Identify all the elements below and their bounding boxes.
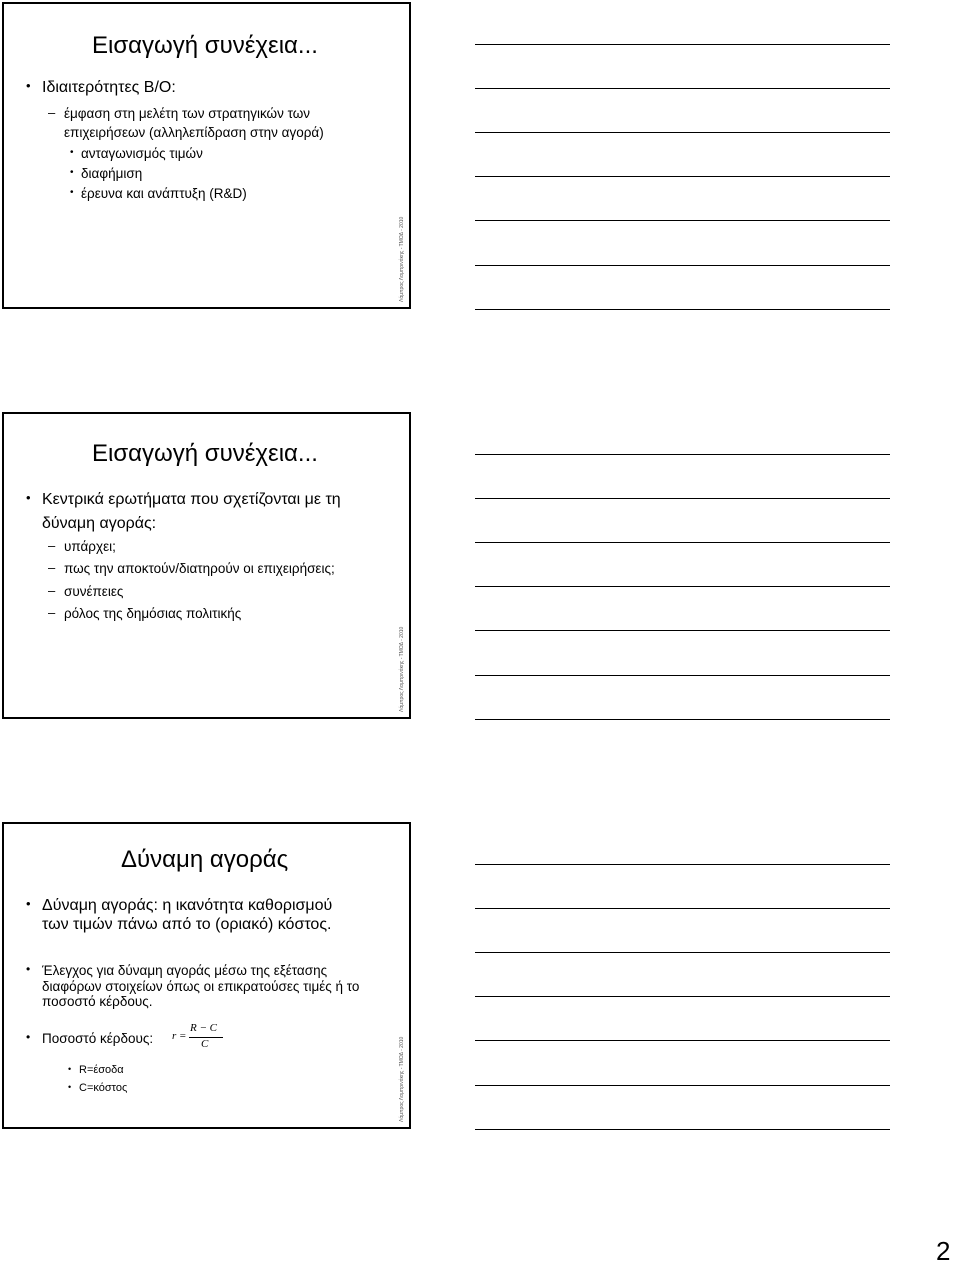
subsub-text: R=έσοδα — [79, 1064, 124, 1076]
note-line — [475, 220, 890, 221]
bullet-text: Κεντρικά ερωτήματα που σχετίζονται με τη — [42, 491, 341, 508]
dash-icon: – — [48, 583, 56, 598]
bullet-icon: • — [70, 147, 74, 158]
bullet-text: των τιμών πάνω από το (οριακό) κόστος. — [42, 916, 332, 933]
slide-title: Εισαγωγή συνέχεια... — [92, 32, 318, 59]
formula-lhs: r = — [172, 1030, 187, 1042]
bullet-icon: • — [68, 1064, 72, 1074]
note-line — [475, 265, 890, 266]
note-line — [475, 309, 890, 310]
sub-text: επιχειρήσεων (αλληλεπίδραση στην αγορά) — [64, 125, 324, 140]
bullet-text: Έλεγχος για δύναμη αγοράς μέσω της εξέτασης — [42, 963, 328, 978]
slide-footer: Λάμπρος Λαμπρινάκης - ΤΜΟΔ - 2010 — [399, 1036, 405, 1122]
subsub-text: C=κόστος — [79, 1082, 128, 1094]
slide-1 — [2, 2, 411, 309]
page-number: 2 — [936, 1236, 951, 1266]
dash-icon: – — [48, 105, 56, 120]
sub-text: υπάρχει; — [64, 539, 116, 554]
note-line — [475, 498, 890, 499]
note-line — [475, 1129, 890, 1130]
sub-text: έμφαση στη μελέτη των στρατηγικών των — [64, 106, 311, 121]
note-line — [475, 864, 890, 865]
note-line — [475, 542, 890, 543]
bullet-text: Ποσοστό κέρδους: — [42, 1031, 154, 1046]
bullet-text: ποσοστό κέρδους. — [42, 994, 153, 1009]
slide-title: Δύναμη αγοράς — [121, 846, 289, 873]
note-line — [475, 1085, 890, 1086]
bullet-text: διαφόρων στοιχείων όπως οι επικρατούσες τιμές ή το — [42, 979, 360, 994]
bullet-icon: • — [70, 187, 74, 198]
formula-denominator: C — [201, 1038, 209, 1050]
note-line — [475, 44, 890, 45]
note-line — [475, 675, 890, 676]
bullet-text: δύναμη αγοράς: — [42, 515, 157, 532]
bullet-text: Δύναμη αγοράς: η ικανότητα καθορισμού — [42, 897, 333, 914]
bullet-icon: • — [26, 962, 31, 976]
note-line — [475, 952, 890, 953]
note-line — [475, 88, 890, 89]
bullet-icon: • — [26, 490, 31, 505]
formula-numerator: R − C — [190, 1022, 217, 1034]
slide-footer: Λάμπρος Λαμπρινάκης - ΤΜΟΔ - 2010 — [399, 626, 405, 712]
dash-icon: – — [48, 560, 56, 575]
dash-icon: – — [48, 605, 56, 620]
bullet-icon: • — [26, 78, 31, 93]
note-line — [475, 586, 890, 587]
bullet-icon: • — [68, 1082, 72, 1092]
note-line — [475, 630, 890, 631]
note-line — [475, 132, 890, 133]
sub-text: συνέπειες — [64, 584, 124, 599]
note-line — [475, 454, 890, 455]
sub-text: πως την αποκτούν/διατηρούν οι επιχειρήσεις; — [64, 561, 335, 576]
subsub-text: ανταγωνισμός τιμών — [81, 146, 203, 161]
note-line — [475, 996, 890, 997]
slide-title: Εισαγωγή συνέχεια... — [92, 440, 318, 467]
subsub-text: έρευνα και ανάπτυξη (R&D) — [81, 186, 247, 201]
note-line — [475, 176, 890, 177]
bullet-text: Ιδιαιτερότητες Β/Ο: — [42, 79, 176, 96]
sub-text: ρόλος της δημόσιας πολιτικής — [64, 606, 242, 621]
subsub-text: διαφήμιση — [81, 166, 143, 181]
bullet-icon: • — [70, 167, 74, 178]
slide-3 — [2, 822, 411, 1129]
note-line — [475, 719, 890, 720]
note-line — [475, 908, 890, 909]
dash-icon: – — [48, 538, 56, 553]
slide-2 — [2, 412, 411, 719]
slide-footer: Λάμπρος Λαμπρινάκης - ΤΜΟΔ - 2010 — [399, 216, 405, 302]
bullet-icon: • — [26, 896, 31, 911]
note-line — [475, 1040, 890, 1041]
bullet-icon: • — [26, 1030, 31, 1044]
